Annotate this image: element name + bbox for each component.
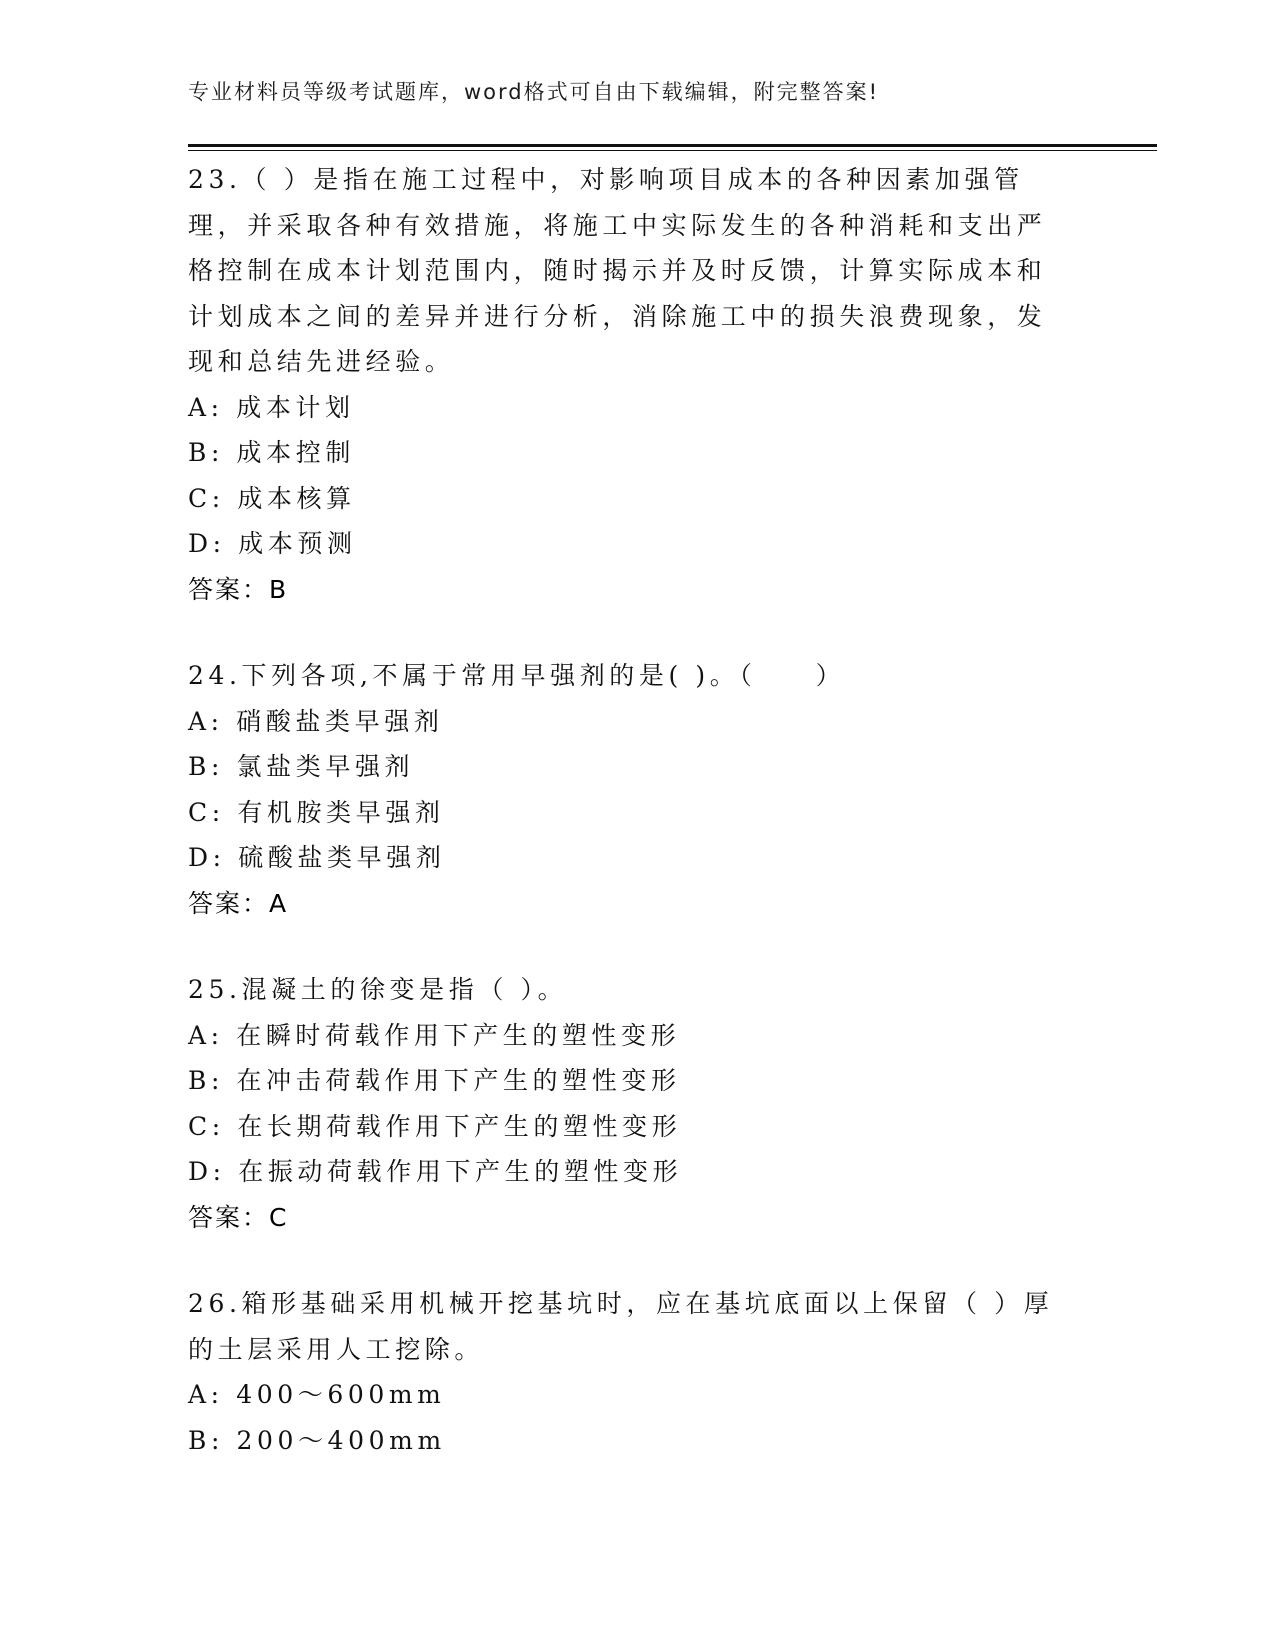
option-key: A: (188, 706, 224, 736)
option-text: 硫酸盐类早强剂 (238, 843, 446, 872)
option-c (188, 476, 1068, 522)
option-text: 400～600mm (236, 1380, 446, 1409)
page-header: 专业材料员等级考试题库，word格式可自由下载编辑，附完整答案! (188, 80, 880, 104)
option-text: 在长期荷载作用下产生的塑性变形 (237, 1111, 682, 1141)
header-rule-thick (188, 144, 1157, 147)
option-key: D: (188, 843, 226, 872)
option-d (188, 835, 1068, 881)
question-24 (188, 653, 1068, 926)
option-c (188, 1104, 1068, 1150)
question-stem: 24.下列各项,不属于常用早强剂的是( )。（ ） (188, 661, 846, 690)
option-key: B: (188, 752, 224, 781)
option-a (188, 385, 1068, 431)
option-text: 200～400mm (236, 1425, 446, 1455)
question-list (188, 157, 1068, 1504)
option-key: B: (188, 438, 224, 467)
question-stem: 23.（ ）是指在施工过程中，对影响项目成本的各种因素加强管理，并采取各种有效措施，将施工中实际发生的各种消耗和支出严格控制在成本计划范围内，随时揭示并及时反馈，计算实际成本和计划成本之间的差异并进行分析，消除施工中的损失浪费现象，发现和总结先进经验。 (188, 165, 1047, 376)
answer: 答案：A (188, 888, 289, 918)
answer: 答案：B (188, 574, 289, 604)
option-d (188, 1149, 1068, 1195)
option-key: C: (188, 483, 225, 513)
option-text: 成本计划 (236, 392, 355, 422)
header-rule-thin (188, 150, 1157, 151)
option-text: 有机胺类早强剂 (237, 797, 445, 827)
question-23 (188, 157, 1068, 612)
option-key: A: (188, 1020, 224, 1050)
option-key: C: (188, 1111, 225, 1141)
option-text: 成本预测 (238, 529, 357, 558)
option-text: 成本核算 (237, 483, 356, 513)
option-text: 在振动荷载作用下产生的塑性变形 (238, 1157, 683, 1186)
option-b (188, 430, 1068, 476)
question-stem: 25.混凝土的徐变是指（ ）。 (188, 975, 568, 1004)
question-stem: 26.箱形基础采用机械开挖基坑时，应在基坑底面以上保留（ ）厚的土层采用人工挖除。 (188, 1289, 1054, 1364)
option-key: C: (188, 797, 225, 827)
option-text: 成本控制 (236, 438, 355, 467)
option-key: B: (188, 1066, 224, 1095)
option-text: 氯盐类早强剂 (236, 752, 415, 781)
option-key: D: (188, 529, 226, 558)
option-a (188, 699, 1068, 745)
option-text: 在瞬时荷载作用下产生的塑性变形 (236, 1020, 681, 1050)
option-a (188, 1013, 1068, 1059)
option-text: 硝酸盐类早强剂 (236, 706, 444, 736)
question-26 (188, 1281, 1068, 1463)
option-c (188, 790, 1068, 836)
option-key: B: (188, 1425, 224, 1455)
option-b (188, 1058, 1068, 1104)
option-key: A: (188, 392, 224, 422)
answer: 答案：C (188, 1202, 289, 1232)
option-key: D: (188, 1157, 226, 1186)
question-25 (188, 967, 1068, 1240)
option-a (188, 1372, 1068, 1418)
option-d (188, 521, 1068, 567)
option-b (188, 1418, 1068, 1464)
option-key: A: (188, 1380, 224, 1409)
option-text: 在冲击荷载作用下产生的塑性变形 (236, 1066, 681, 1095)
option-b (188, 744, 1068, 790)
